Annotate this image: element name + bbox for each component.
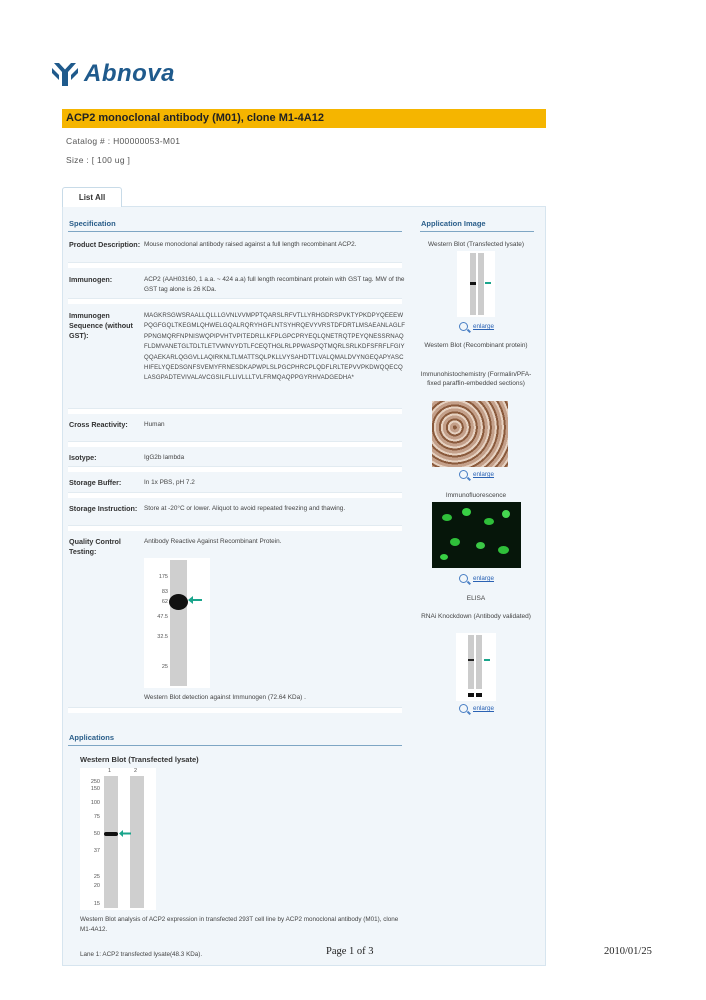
thumb-band	[468, 659, 474, 661]
row-value-immunogen: ACP2 (AAH03160, 1 a.a. ~ 424 a.a) full length recombinant protein with GST tag. MW of the GST tag alone is 26 KDa.	[144, 276, 405, 294]
marker-label: 37	[93, 848, 100, 854]
row-label-isotype: Isotype:	[69, 453, 97, 462]
if-cell	[484, 518, 494, 525]
qc-western-blot-image[interactable]	[144, 558, 210, 688]
row-label-quality-control: Quality Control Testing:	[69, 537, 121, 556]
marker-label: 15	[93, 901, 100, 907]
applications-heading: Applications	[69, 733, 115, 742]
thumb-band	[468, 693, 474, 697]
thumb-band	[470, 282, 476, 285]
row-separator	[68, 466, 402, 472]
if-cell	[502, 510, 510, 518]
applications-description: Western Blot analysis of ACP2 expression in transfected 293T cell line by ACP2 monoclonal antibody (M01), clone M1-4A12.	[80, 916, 399, 933]
product-title: ACP2 monoclonal antibody (M01), clone M1-4A12	[66, 112, 324, 124]
qc-blot-caption: Western Blot detection against Immunogen (72.64 KDa) .	[144, 694, 306, 701]
qc-marker-label: 175	[158, 574, 168, 580]
row-label-product-description: Product Description:	[69, 240, 141, 249]
row-value-isotype: IgG2b lambda	[144, 454, 185, 461]
magnifier-icon	[459, 322, 468, 331]
marker-label: 25	[93, 874, 100, 880]
marker-label: 100	[90, 800, 100, 806]
app-image-caption-ihc: Immunohistochemistry (Formalin/PFA-fixed paraffin-embedded sections)	[420, 371, 532, 387]
antibody-logo-icon	[50, 60, 80, 88]
if-cell	[442, 514, 452, 521]
ihc-thumbnail[interactable]	[432, 401, 508, 467]
if-cell	[450, 538, 460, 546]
if-cell	[476, 542, 485, 549]
if-cell	[440, 554, 448, 560]
enlarge-link[interactable]	[459, 704, 494, 713]
marker-label: 20	[93, 883, 100, 889]
qc-marker-label: 32.5	[157, 634, 168, 640]
row-separator	[68, 441, 402, 447]
row-separator	[68, 262, 402, 268]
applications-subheading: Western Blot (Transfected lysate)	[80, 755, 199, 764]
app-image-caption-if: Immunofluorescence	[445, 492, 507, 499]
row-value-product-description: Mouse monoclonal antibody raised against a full length recombinant ACP2.	[144, 241, 357, 248]
qc-marker-label: 83	[161, 589, 168, 595]
blot-lane-1	[104, 776, 118, 908]
blot-lane-2	[130, 776, 144, 908]
applications-divider	[68, 745, 402, 746]
marker-label: 250	[90, 779, 100, 785]
lane-number: 2	[134, 768, 138, 774]
row-value-storage-buffer: In 1x PBS, pH 7.2	[144, 479, 195, 486]
print-date: 2010/01/25	[604, 946, 652, 957]
thumb-lane	[478, 253, 484, 315]
marker-label: 50	[93, 831, 100, 837]
wb-transfected-thumbnail[interactable]	[457, 251, 495, 317]
row-label-immunogen: Immunogen:	[69, 275, 113, 284]
row-separator	[68, 707, 402, 713]
thumb-lane	[468, 635, 474, 689]
spec-divider	[68, 231, 402, 232]
enlarge-label: enlarge	[473, 471, 495, 478]
app-image-caption-elisa: ELISA	[466, 595, 486, 602]
enlarge-link[interactable]	[459, 470, 494, 479]
thumb-arrow	[484, 659, 490, 661]
if-cell	[462, 508, 471, 516]
row-separator	[68, 492, 402, 498]
applications-western-blot-image[interactable]	[80, 768, 156, 910]
lane-1-description: Lane 1: ACP2 transfected lysate(48.3 KDa).	[80, 951, 203, 958]
row-value-cross-reactivity: Human	[144, 421, 165, 428]
row-label-storage-buffer: Storage Buffer:	[69, 478, 122, 487]
abnova-logo[interactable]	[50, 60, 175, 88]
thumb-band	[476, 693, 482, 697]
arrow-left-icon	[119, 830, 131, 837]
row-label-storage-instruction: Storage Instruction:	[69, 504, 138, 513]
app-image-caption-wb-transfected: Western Blot (Transfected lysate)	[427, 241, 525, 248]
specification-heading: Specification	[69, 219, 116, 228]
marker-label: 75	[93, 814, 100, 820]
enlarge-link[interactable]	[459, 574, 494, 583]
row-value-storage-instruction: Store at -20°C or lower. Aliquot to avoid repeated freezing and thawing.	[144, 505, 346, 512]
enlarge-link[interactable]	[459, 322, 494, 331]
blot-band	[104, 832, 118, 836]
app-image-caption-wb-recombinant: Western Blot (Recombinant protein)	[424, 342, 528, 349]
row-separator	[68, 525, 402, 531]
app-image-divider	[420, 231, 534, 232]
brand-name: Abnova	[84, 60, 176, 87]
marker-label: 150	[90, 786, 100, 792]
magnifier-icon	[459, 704, 468, 713]
app-image-caption-rnai: RNAi Knockdown (Antibody validated)	[421, 613, 531, 620]
magnifier-icon	[459, 470, 468, 479]
thumb-lane	[476, 635, 482, 689]
if-thumbnail[interactable]	[432, 502, 521, 568]
qc-marker-label: 47.5	[157, 614, 168, 620]
rnai-thumbnail[interactable]	[456, 633, 496, 701]
enlarge-label: enlarge	[473, 705, 495, 712]
application-image-heading: Application Image	[421, 219, 486, 228]
page-number: Page 1 of 3	[326, 946, 374, 957]
row-value-immunogen-sequence: MAGKRSGWSRAALLQLLLGVNLVVMPPTQARSLRFVTLLYRHGDRSPVKTYPKDPYQEEEWPQGFGQLTKEGMLQHWELGQALRQRYHGFLNTSYHRQEVYVRSTDFDRTLMSAEANLAGLFPPNGMQRFNPNISWQPIPVHTVPITEDRLLKFPLGPCPRYEQLQNETRQTPEYQNESSRNAQFLDMVANETGLTDLTLETVWNVYDTLFCEQTHGLRLPPWASPQTMQRLSRLKDFSFRFLFGIYQQAEKARLQGGVLLAQIRKNLTLMATTSQLPKLLVYSAHDTTLVALQMALDVYNGEQAPYASCHIFELYQEDSGNFSVEMYFRNESDKAPWPLSLPGCPHRCPLQDFLRLTEPVVPKDWQQECQLASGPADTEVIVALAVCGSILFLLIVLLLTVLFRMQAQPPGYRHVADGEDHA*	[144, 312, 406, 382]
if-cell	[498, 546, 509, 554]
qc-marker-label: 62	[161, 599, 168, 605]
magnifier-icon	[459, 574, 468, 583]
thumb-arrow	[485, 282, 491, 284]
qc-blot-band	[169, 594, 188, 610]
arrow-left-icon	[188, 596, 202, 604]
row-label-immunogen-sequence: Immunogen Sequence (without GST):	[69, 311, 133, 340]
size-info: Size : [ 100 ug ]	[66, 155, 131, 165]
row-label-cross-reactivity: Cross Reactivity:	[69, 420, 128, 429]
catalog-number: Catalog # : H00000053-M01	[66, 136, 181, 146]
row-separator	[68, 408, 402, 414]
lane-number: 1	[108, 768, 112, 774]
enlarge-label: enlarge	[473, 323, 495, 330]
tab-list-all[interactable]: List All	[62, 187, 122, 207]
qc-blot-lane	[170, 560, 187, 686]
row-value-quality-control: Antibody Reactive Against Recombinant Protein.	[144, 538, 282, 545]
product-title-bar	[62, 109, 546, 128]
row-separator	[68, 298, 402, 304]
enlarge-label: enlarge	[473, 575, 495, 582]
qc-marker-label: 25	[161, 664, 168, 670]
